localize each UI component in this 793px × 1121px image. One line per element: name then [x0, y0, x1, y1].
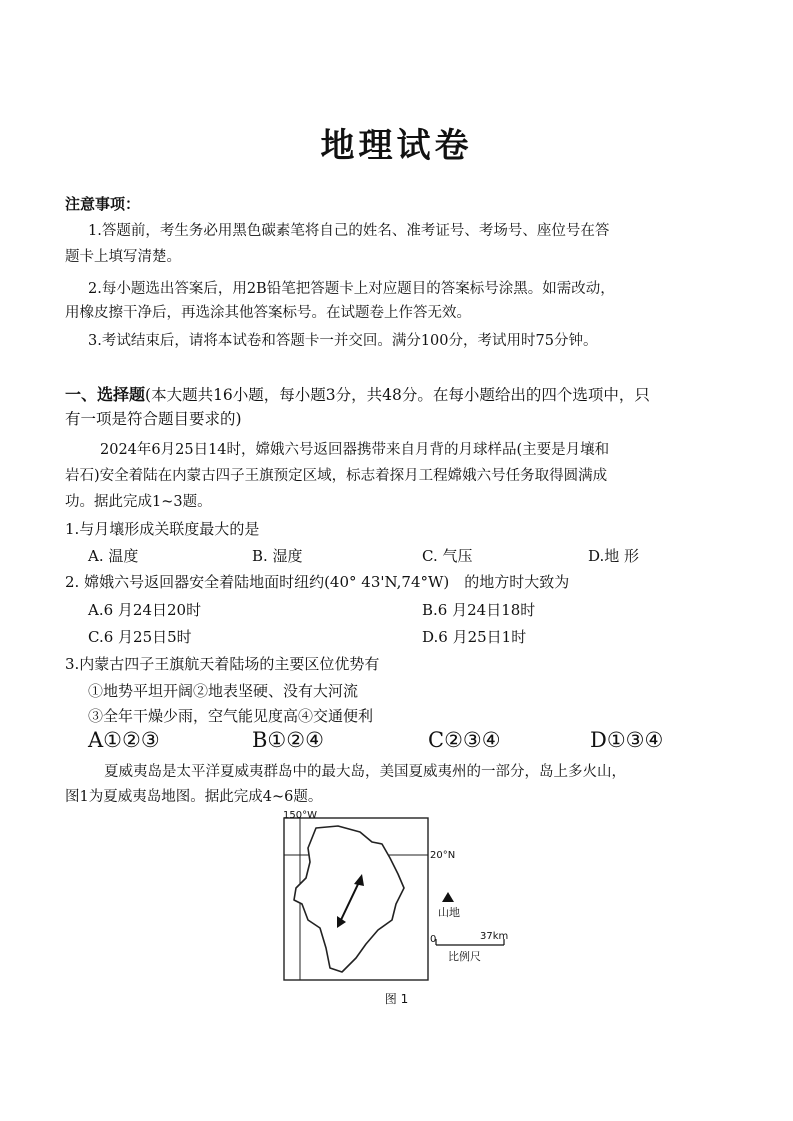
scale-zero: 0: [430, 934, 437, 945]
passage-2-line-1: 夏威夷岛是太平洋夏威夷群岛中的最大岛，美国夏威夷州的一部分，岛上多火山，: [104, 764, 626, 780]
passage-1-line-2: 岩石)安全着陆在内蒙古四子王旗预定区域，标志着探月工程嫦娥六号任务取得圆满成: [65, 468, 608, 484]
passage-2-line-2: 图1为夏威夷岛地图。据此完成4~6题。: [65, 789, 323, 805]
figure-caption: 图 1: [384, 992, 409, 1006]
mountain-legend-label: 山地: [438, 906, 460, 919]
question-3-option-c: C②③④: [428, 728, 501, 752]
section-1-heading: 一、选择题: [65, 385, 146, 404]
scale-label: 比例尺: [448, 950, 481, 963]
notice-item-2-line-2: 用橡皮擦干净后，再选涂其他答案标号。在试题卷上作答无效。: [65, 305, 471, 321]
question-3-statement-2: ③全年干燥少雨，空气能见度高④交通便利: [88, 707, 374, 725]
longitude-label: 150°W: [283, 810, 317, 821]
question-1-option-d: D.地 形: [588, 547, 640, 565]
question-3-option-b: B①②④: [252, 728, 324, 752]
scale-value: 37km: [480, 931, 509, 942]
notice-heading: 注意事项：: [65, 195, 141, 213]
question-1-option-b: B. 湿度: [252, 547, 303, 565]
passage-1-line-3: 功。据此完成1~3题。: [65, 494, 212, 510]
question-2-option-b: B.6 月24日18时: [422, 601, 536, 619]
notice-item-2-line-1: 2.每小题选出答案后，用2B铅笔把答题卡上对应题目的答案标号涂黑。如需改动，: [88, 281, 615, 297]
question-1-option-a: A. 温度: [88, 547, 139, 565]
exam-title: 地理试卷: [320, 126, 473, 166]
passage-1-line-1: 2024年6月25日14时，嫦娥六号返回器携带来自月背的月球样品(主要是月壤和: [100, 442, 610, 458]
question-2-option-a: A.6 月24日20时: [88, 601, 202, 619]
question-3-statement-1: ①地势平坦开阔②地表坚硬、没有大河流: [88, 682, 359, 700]
section-1-desc-line-2: 有一项是符合题目要求的): [65, 410, 242, 428]
question-3-option-a: A①②③: [88, 728, 160, 752]
map-figure: [280, 808, 520, 988]
notice-item-3: 3.考试结束后，请将本试卷和答题卡一并交回。满分100分，考试用时75分钟。: [88, 333, 598, 349]
question-2-stem: 2. 嫦娥六号返回器安全着陆地面时纽约(40° 43'N,74°W) 的地方时大致为: [65, 573, 570, 591]
question-2-option-c: C.6 月25日5时: [88, 628, 192, 646]
notice-item-1-line-1: 1.答题前，考生务必用黑色碳素笔将自己的姓名、准考证号、考场号、座位号在答: [88, 223, 610, 239]
question-2-option-d: D.6 月25日1时: [422, 628, 527, 646]
question-1-stem: 1.与月壤形成关联度最大的是: [65, 520, 260, 538]
notice-item-1-line-2: 题卡上填写清楚。: [65, 249, 181, 265]
question-1-option-c: C. 气压: [422, 547, 473, 565]
section-1-desc: (本大题共16小题，每小题3分，共48分。在每小题给出的四个选项中，只: [145, 386, 650, 404]
section-1-header: [65, 382, 650, 405]
question-3-option-d: D①③④: [590, 728, 664, 752]
hawaii-island-map: [280, 808, 520, 988]
latitude-label: 20°N: [430, 850, 456, 861]
question-3-stem: 3.内蒙古四子王旗航天着陆场的主要区位优势有: [65, 655, 380, 673]
